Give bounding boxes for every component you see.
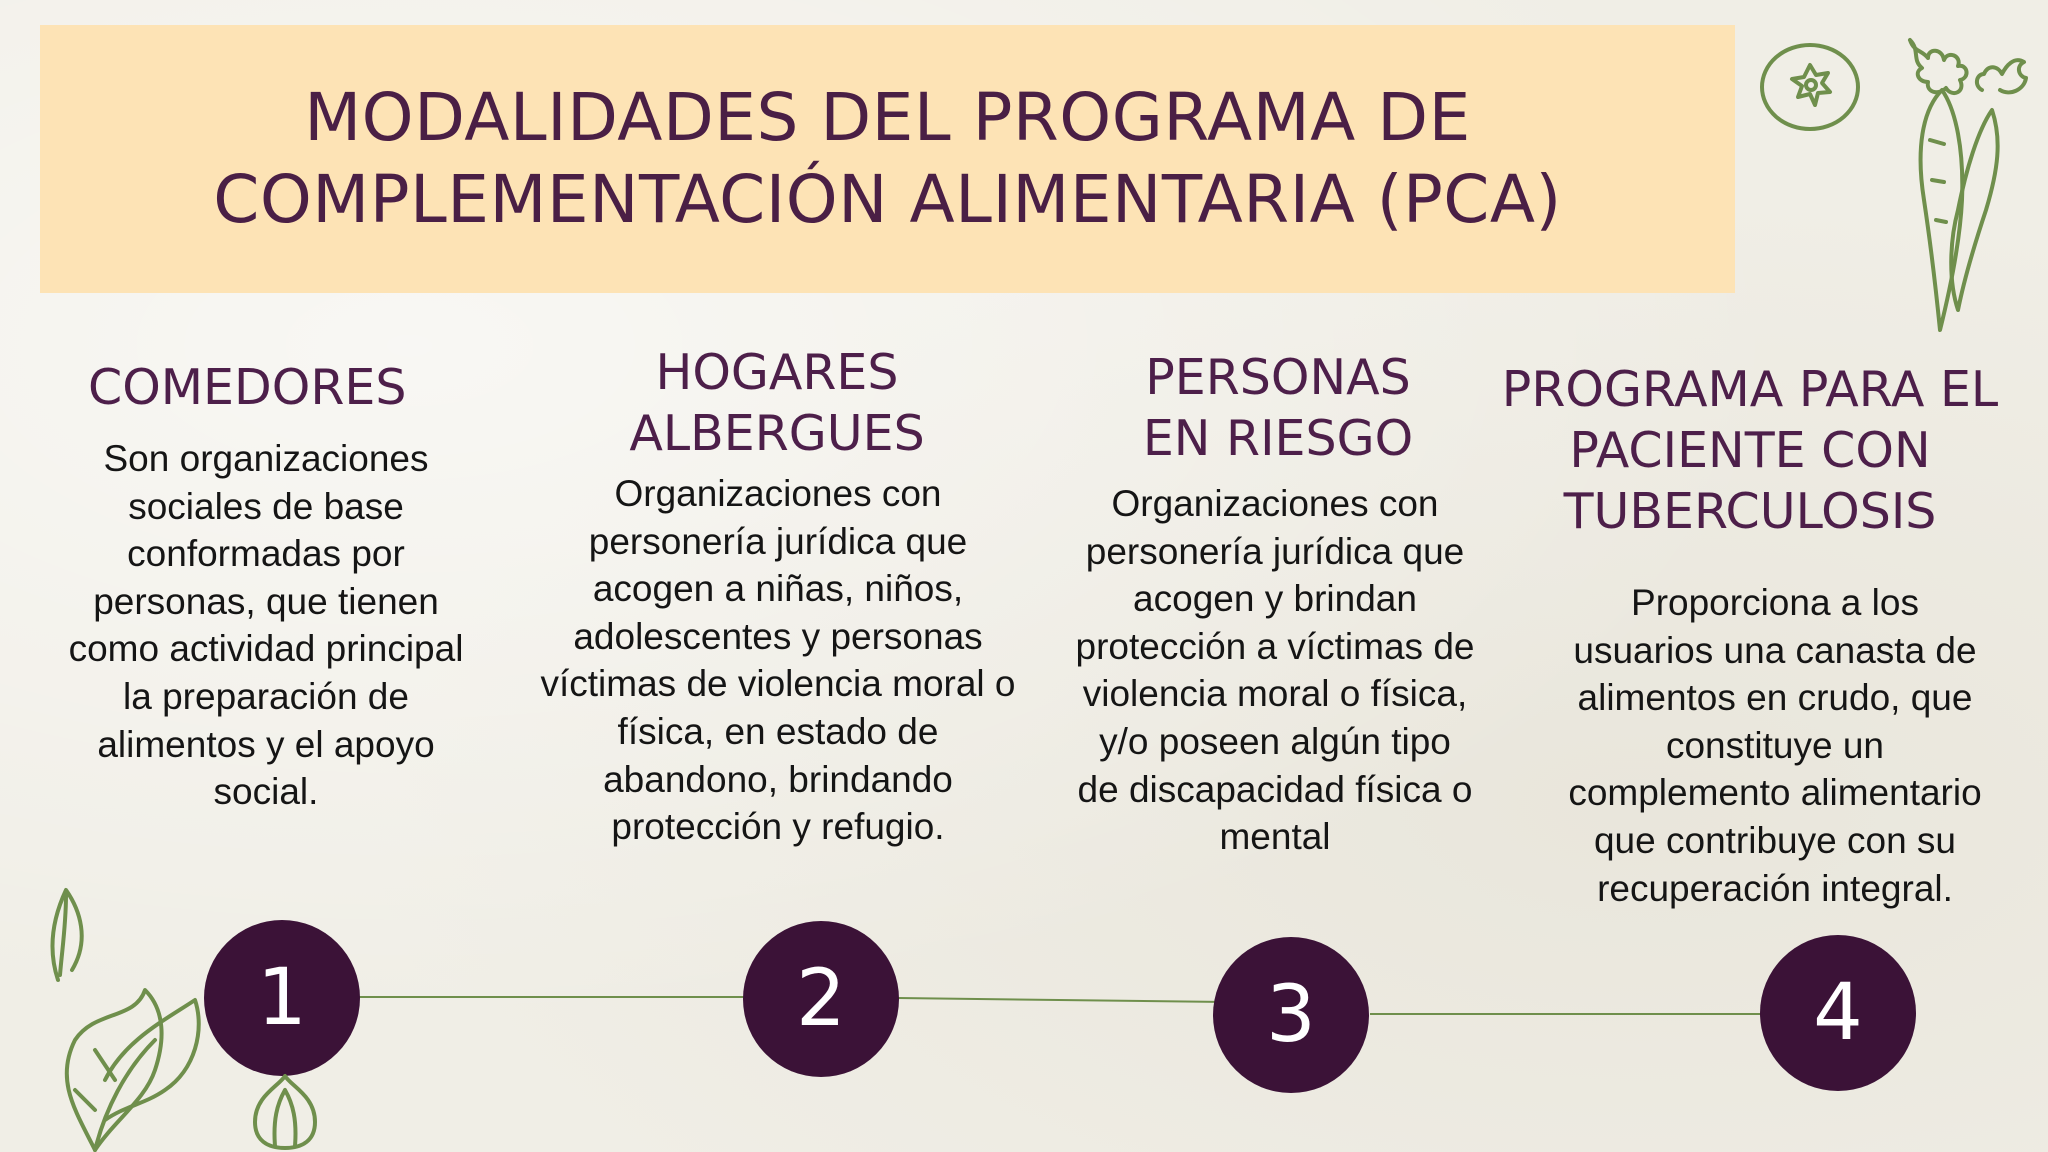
tomato-icon (1755, 35, 1865, 135)
title-line-2: COMPLEMENTACIÓN ALIMENTARIA (PCA) (213, 161, 1562, 238)
modality-1-heading: COMEDORES (88, 359, 407, 416)
step-2-circle (743, 921, 899, 1077)
modality-3-description: Organizaciones con personería jurídica que acogen y brindan protección a víctimas de violencia moral o física, y/o poseen algún tipo de discapacidad física o mental (1075, 483, 1475, 858)
timeline-connector (355, 996, 745, 998)
modality-1-description: Son organizaciones sociales de base conformadas por personas, que tienen como actividad principal la preparación de alimentos y el apoyo social. (68, 438, 464, 813)
garlic-icon (245, 1070, 325, 1152)
carrot-icon (1880, 30, 2040, 340)
modality-4-description: Proporciona a los usuarios una canasta de alimentos en crudo, que constituye un complemento alimentario que contribuye con su recuperación integral. (1568, 582, 1982, 909)
modality-2-description: Organizaciones con personería jurídica que acogen a niñas, niños, adolescentes y personas víctimas de violencia moral o física, en estado de abandono, brindando protección y refugio. (540, 473, 1016, 848)
step-4-number: 4 (1813, 968, 1863, 1058)
spinach-icon (35, 960, 215, 1152)
step-3-circle (1213, 937, 1369, 1093)
title-banner (40, 25, 1735, 293)
step-1-circle (204, 920, 360, 1076)
timeline-connector (1370, 1013, 1762, 1015)
step-4-circle (1760, 935, 1916, 1091)
title-line-1: MODALIDADES DEL PROGRAMA DE (304, 79, 1471, 156)
modality-3-heading: PERSONAS EN RIESGO (1142, 349, 1414, 467)
modality-4-heading: PROGRAMA PARA EL PACIENTE CON TUBERCULOSIS (1501, 361, 1999, 540)
step-1-number: 1 (257, 953, 307, 1043)
modality-2-heading: HOGARES ALBERGUES (629, 344, 925, 462)
step-3-number: 3 (1266, 970, 1316, 1060)
step-2-number: 2 (796, 954, 846, 1044)
